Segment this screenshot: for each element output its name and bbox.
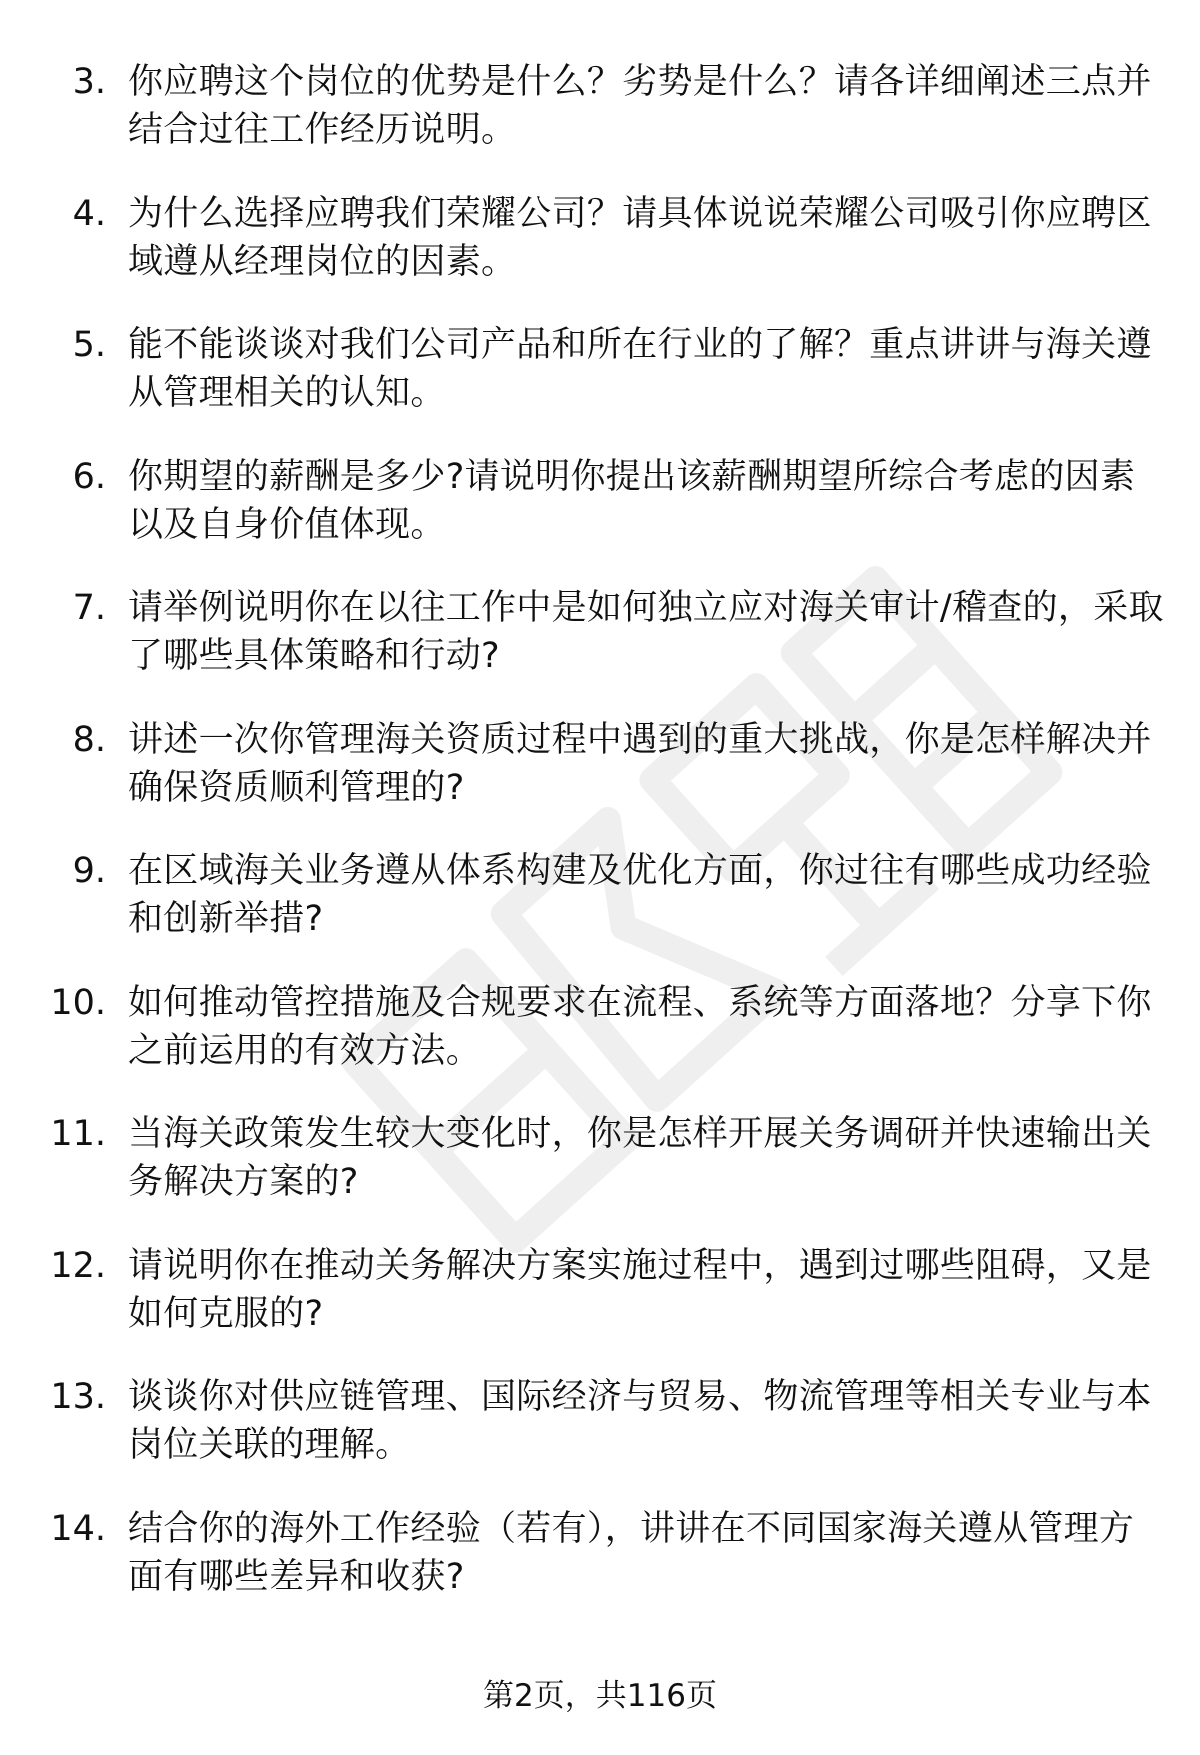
question-number: 14. — [50, 1508, 106, 1549]
question-item — [0, 716, 1200, 848]
question-item — [0, 847, 1200, 979]
question-number: 13. — [50, 1377, 106, 1417]
question-item — [0, 1373, 1200, 1505]
question-text: 请举例说明你在以往工作中是如何独立应对海关审计/稽查的，采取了哪些具体策略和行动? — [128, 588, 1164, 676]
page-footer: 第2页，共116页 — [483, 1678, 717, 1714]
question-item — [0, 453, 1200, 585]
question-item — [0, 58, 1200, 190]
question-text: 请说明你在推动关务解决方案实施过程中，遇到过哪些阻碍，又是如何克服的? — [128, 1245, 1152, 1334]
question-number: 4. — [72, 193, 106, 234]
question-number: 3. — [72, 62, 106, 102]
question-text: 结合你的海外工作经验（若有），讲讲在不同国家海关遵从管理方面有哪些差异和收获? — [128, 1508, 1135, 1597]
question-text: 讲述一次你管理海关资质过程中遇到的重大挑战，你是怎样解决并确保资质顺利管理的? — [128, 719, 1152, 808]
question-number: 10. — [50, 982, 106, 1023]
question-number: 11. — [50, 1114, 106, 1154]
question-text: 你应聘这个岗位的优势是什么？劣势是什么？请各详细阐述三点并结合过往工作经历说明。 — [128, 62, 1152, 150]
question-number: 12. — [50, 1245, 106, 1286]
question-item — [0, 1110, 1200, 1242]
question-item — [0, 584, 1200, 716]
question-text: 在区域海关业务遵从体系构建及优化方面，你过往有哪些成功经验和创新举措? — [128, 851, 1152, 939]
question-text: 能不能谈谈对我们公司产品和所在行业的了解？重点讲讲与海关遵从管理相关的认知。 — [128, 325, 1152, 413]
question-item — [0, 1242, 1200, 1374]
question-number: 9. — [72, 851, 106, 891]
question-item — [0, 979, 1200, 1111]
question-text: 当海关政策发生较大变化时，你是怎样开展关务调研并快速输出关务解决方案的? — [128, 1114, 1152, 1202]
question-item — [0, 190, 1200, 322]
question-text: 如何推动管控措施及合规要求在流程、系统等方面落地？分享下你之前运用的有效方法。 — [128, 982, 1152, 1071]
question-text: 谈谈你对供应链管理、国际经济与贸易、物流管理等相关专业与本岗位关联的理解。 — [128, 1377, 1152, 1465]
question-list — [0, 58, 1200, 1636]
question-number: 8. — [72, 719, 106, 760]
question-number: 7. — [72, 588, 106, 628]
question-text: 你期望的薪酬是多少?请说明你提出该薪酬期望所综合考虑的因素以及自身价值体现。 — [128, 456, 1136, 545]
question-text: 为什么选择应聘我们荣耀公司？请具体说说荣耀公司吸引你应聘区域遵从经理岗位的因素。 — [128, 193, 1152, 282]
question-item — [0, 1505, 1200, 1637]
question-number: 6. — [72, 456, 106, 497]
question-item — [0, 321, 1200, 453]
question-number: 5. — [72, 325, 106, 365]
